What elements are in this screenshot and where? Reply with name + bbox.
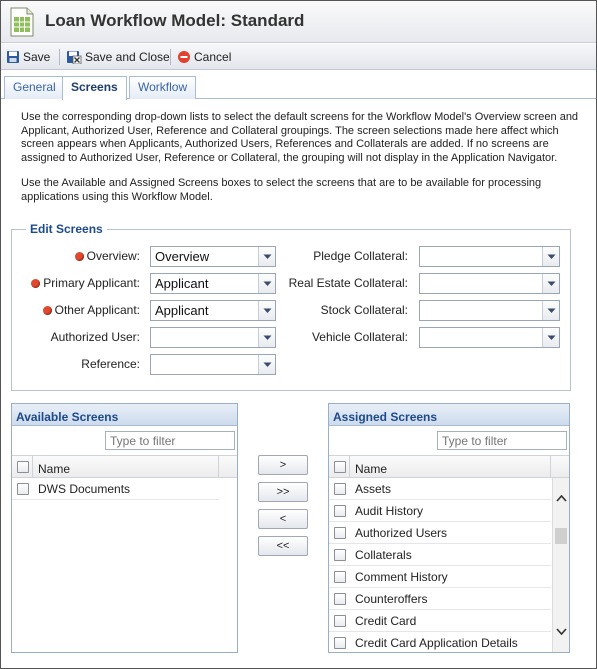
title-bar <box>1 1 596 43</box>
required-indicator-icon <box>75 252 84 261</box>
move-all-right-button[interactable]: >> <box>258 482 308 502</box>
available-name-column: Name <box>38 462 71 476</box>
scrollbar-thumb[interactable] <box>555 528 567 544</box>
table-row[interactable] <box>329 500 551 522</box>
available-select-all-checkbox[interactable] <box>17 461 29 473</box>
row-checkbox[interactable] <box>334 571 346 583</box>
scroll-down-icon[interactable] <box>556 628 567 636</box>
tab-bar <box>1 71 596 99</box>
table-row[interactable] <box>329 478 551 500</box>
list-item-name: Collaterals <box>355 548 412 562</box>
save-and-close-icon <box>66 50 82 64</box>
available-filter-input[interactable] <box>105 431 235 450</box>
other-applicant-select[interactable]: Applicant <box>150 300 276 321</box>
move-right-button[interactable]: > <box>258 455 308 475</box>
stock-collateral-label: Stock Collateral: <box>320 303 408 317</box>
description-paragraph-2: Use the Available and Assigned Screens boxes to select the screens that are to be available for processing applications using this Workflow Model. <box>21 177 542 203</box>
cancel-button[interactable] <box>177 48 231 66</box>
row-checkbox[interactable] <box>334 593 346 605</box>
table-row[interactable] <box>329 522 551 544</box>
required-indicator-icon <box>43 306 52 315</box>
overview-select[interactable]: Overview <box>150 246 276 267</box>
chevron-down-icon <box>258 355 275 374</box>
pledge-collateral-label: Pledge Collateral: <box>313 249 408 263</box>
save-button[interactable] <box>6 48 50 66</box>
save-and-close-label: Save and Close <box>85 50 170 64</box>
available-screens-title: Available Screens <box>12 404 237 426</box>
row-checkbox[interactable] <box>334 615 346 627</box>
real-estate-collateral-label: Real Estate Collateral: <box>288 276 408 290</box>
available-screens-panel <box>11 403 238 653</box>
row-checkbox[interactable] <box>334 505 346 517</box>
move-all-left-button[interactable]: << <box>258 536 308 556</box>
edit-screens-legend: Edit Screens <box>26 222 107 236</box>
primary-applicant-select[interactable]: Applicant <box>150 273 276 294</box>
stock-collateral-select[interactable] <box>419 300 560 321</box>
save-label: Save <box>23 50 51 64</box>
list-item-name: Credit Card <box>355 614 417 628</box>
table-row[interactable] <box>329 544 551 566</box>
reference-select[interactable] <box>150 354 276 375</box>
table-row[interactable] <box>329 588 551 610</box>
chevron-down-icon <box>542 247 559 266</box>
chevron-down-icon <box>542 301 559 320</box>
required-indicator-icon <box>31 279 40 288</box>
row-checkbox[interactable] <box>334 637 346 649</box>
move-left-button[interactable]: < <box>258 509 308 529</box>
list-item-name: Counteroffers <box>355 592 428 606</box>
pledge-collateral-select[interactable] <box>419 246 560 267</box>
list-item-name: DWS Documents <box>38 482 131 496</box>
assigned-filter-input[interactable] <box>437 431 567 450</box>
cancel-icon <box>177 50 191 64</box>
row-checkbox[interactable] <box>17 483 29 495</box>
vehicle-collateral-select[interactable] <box>419 327 560 348</box>
list-item-name: Credit Card Application Details <box>355 636 518 650</box>
spreadsheet-icon <box>9 7 35 37</box>
description-paragraph-1: Use the corresponding drop-down lists to select the default screens for the Workflow Model's Overview screen and Applicant, Authorized User, Reference and Collateral groupings. The screen selections made here affect which screen appears when Applicants, Authorized Users, References and Collaterals are added. If no screens are assigned to Authorized User, Reference or Collateral, the grouping will not display in the Application Navigator. <box>21 111 579 164</box>
list-item-name: Comment History <box>355 570 448 584</box>
cancel-label: Cancel <box>194 50 232 64</box>
scroll-up-icon[interactable] <box>556 494 567 502</box>
toolbar <box>1 44 596 70</box>
tab-screens[interactable]: Screens <box>62 76 127 100</box>
list-item[interactable] <box>12 478 219 500</box>
table-row[interactable] <box>329 632 551 654</box>
available-column-header <box>12 455 237 478</box>
assigned-screens-panel <box>328 403 570 653</box>
edit-screens-group <box>11 222 571 391</box>
save-and-close-button[interactable] <box>66 48 170 66</box>
row-checkbox[interactable] <box>334 549 346 561</box>
row-checkbox[interactable] <box>334 527 346 539</box>
window-title: Loan Workflow Model: Standard <box>45 11 305 30</box>
chevron-down-icon <box>542 274 559 293</box>
other-applicant-label: Other Applicant: <box>12 303 140 317</box>
save-icon <box>6 50 20 64</box>
assigned-scrollbar[interactable] <box>552 478 569 652</box>
assigned-name-column: Name <box>355 462 388 476</box>
list-item-name: Authorized Users <box>355 526 448 540</box>
tab-general[interactable]: General <box>4 76 65 99</box>
row-checkbox[interactable] <box>334 483 346 495</box>
real-estate-collateral-select[interactable] <box>419 273 560 294</box>
authorized-user-label: Authorized User: <box>50 330 140 344</box>
assigned-screens-title: Assigned Screens <box>329 404 569 426</box>
chevron-down-icon <box>542 328 559 347</box>
overview-label: Overview: <box>12 249 140 263</box>
table-row[interactable] <box>329 566 551 588</box>
tab-workflow[interactable]: Workflow <box>129 76 196 99</box>
authorized-user-select[interactable] <box>150 327 276 348</box>
assigned-select-all-checkbox[interactable] <box>334 461 346 473</box>
primary-applicant-label: Primary Applicant: <box>12 276 140 290</box>
list-item-name: Assets <box>355 482 392 496</box>
assigned-column-header <box>329 455 569 478</box>
reference-label: Reference: <box>81 357 140 371</box>
vehicle-collateral-label: Vehicle Collateral: <box>311 330 408 344</box>
list-item-name: Audit History <box>355 504 424 518</box>
table-row[interactable] <box>329 610 551 632</box>
